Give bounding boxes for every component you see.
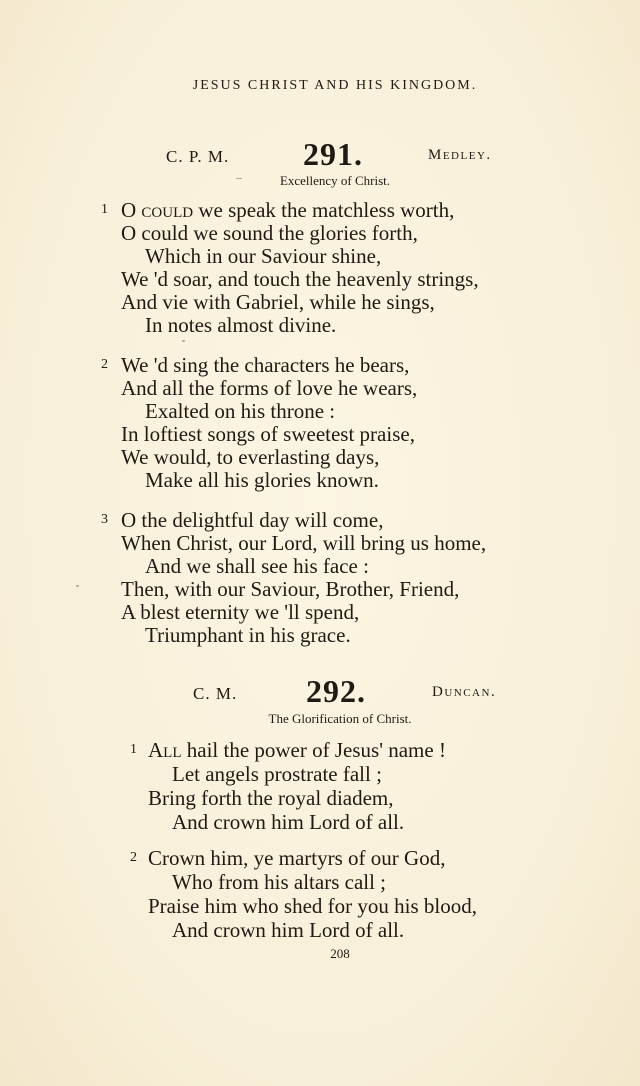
- print-speck: [236, 178, 242, 179]
- verse-line: O could we speak the matchless worth,: [121, 198, 455, 222]
- verse-line: And all the forms of love he wears,: [121, 376, 418, 400]
- verse-line: All hail the power of Jesus' name !: [148, 738, 446, 762]
- verse-line: We 'd sing the characters he bears,: [121, 353, 410, 377]
- verse-line: O the delightful day will come,: [121, 508, 384, 532]
- hymn-header-291: [0, 138, 640, 178]
- print-speck: [76, 585, 79, 587]
- hymn-tune: Duncan.: [432, 684, 497, 700]
- hymn-subject: The Glorification of Christ.: [268, 711, 412, 726]
- verse-line: When Christ, our Lord, will bring us home,: [121, 531, 487, 555]
- verse-line: In notes almost divine.: [145, 313, 337, 337]
- stanza-number: 1: [101, 202, 108, 217]
- verse-line: Praise him who shed for you his blood,: [148, 894, 477, 918]
- stanza-number: 3: [101, 512, 108, 527]
- stanza-number: 2: [130, 850, 137, 865]
- verse-line: And vie with Gabriel, while he sings,: [121, 290, 435, 314]
- verse-line: A blest eternity we 'll spend,: [121, 600, 360, 624]
- verse-line: Which in our Saviour shine,: [145, 244, 382, 268]
- verse-line: Crown him, ye martyrs of our God,: [148, 846, 446, 870]
- page-number: 208: [330, 946, 350, 961]
- verse-line: Exalted on his throne :: [145, 399, 336, 423]
- verse-line: Let angels prostrate fall ;: [172, 762, 382, 786]
- verse-line: Then, with our Saviour, Brother, Friend,: [121, 577, 460, 601]
- stanza-number: 1: [130, 742, 137, 757]
- running-head: JESUS CHRIST AND HIS KINGDOM.: [192, 78, 478, 93]
- verse-line: O could we sound the glories forth,: [121, 221, 418, 245]
- verse-line: And crown him Lord of all.: [172, 918, 405, 942]
- hymn-tune: Medley.: [428, 147, 492, 163]
- verse-line: In loftiest songs of sweetest praise,: [121, 422, 415, 446]
- verse-line: And we shall see his face :: [145, 554, 369, 578]
- hymn-number: 292.: [306, 673, 366, 709]
- verse-line: We would, to everlasting days,: [121, 445, 380, 469]
- hymn-number: 291.: [303, 136, 363, 172]
- hymn-header-292: [0, 675, 640, 715]
- verse-line: Make all his glories known.: [145, 468, 379, 492]
- verse-line: And crown him Lord of all.: [172, 810, 405, 834]
- hymn-meter: C. P. M.: [166, 147, 230, 166]
- verse-line: Who from his altars call ;: [172, 870, 387, 894]
- verse-line: Triumphant in his grace.: [145, 623, 351, 647]
- print-speck: [182, 340, 185, 342]
- verse-line: We 'd soar, and touch the heavenly strings,: [121, 267, 479, 291]
- hymn-subject: Excellency of Christ.: [279, 173, 391, 188]
- hymn-meter: C. M.: [193, 684, 238, 703]
- verse-line: Bring forth the royal diadem,: [148, 786, 394, 810]
- stanza-number: 2: [101, 357, 108, 372]
